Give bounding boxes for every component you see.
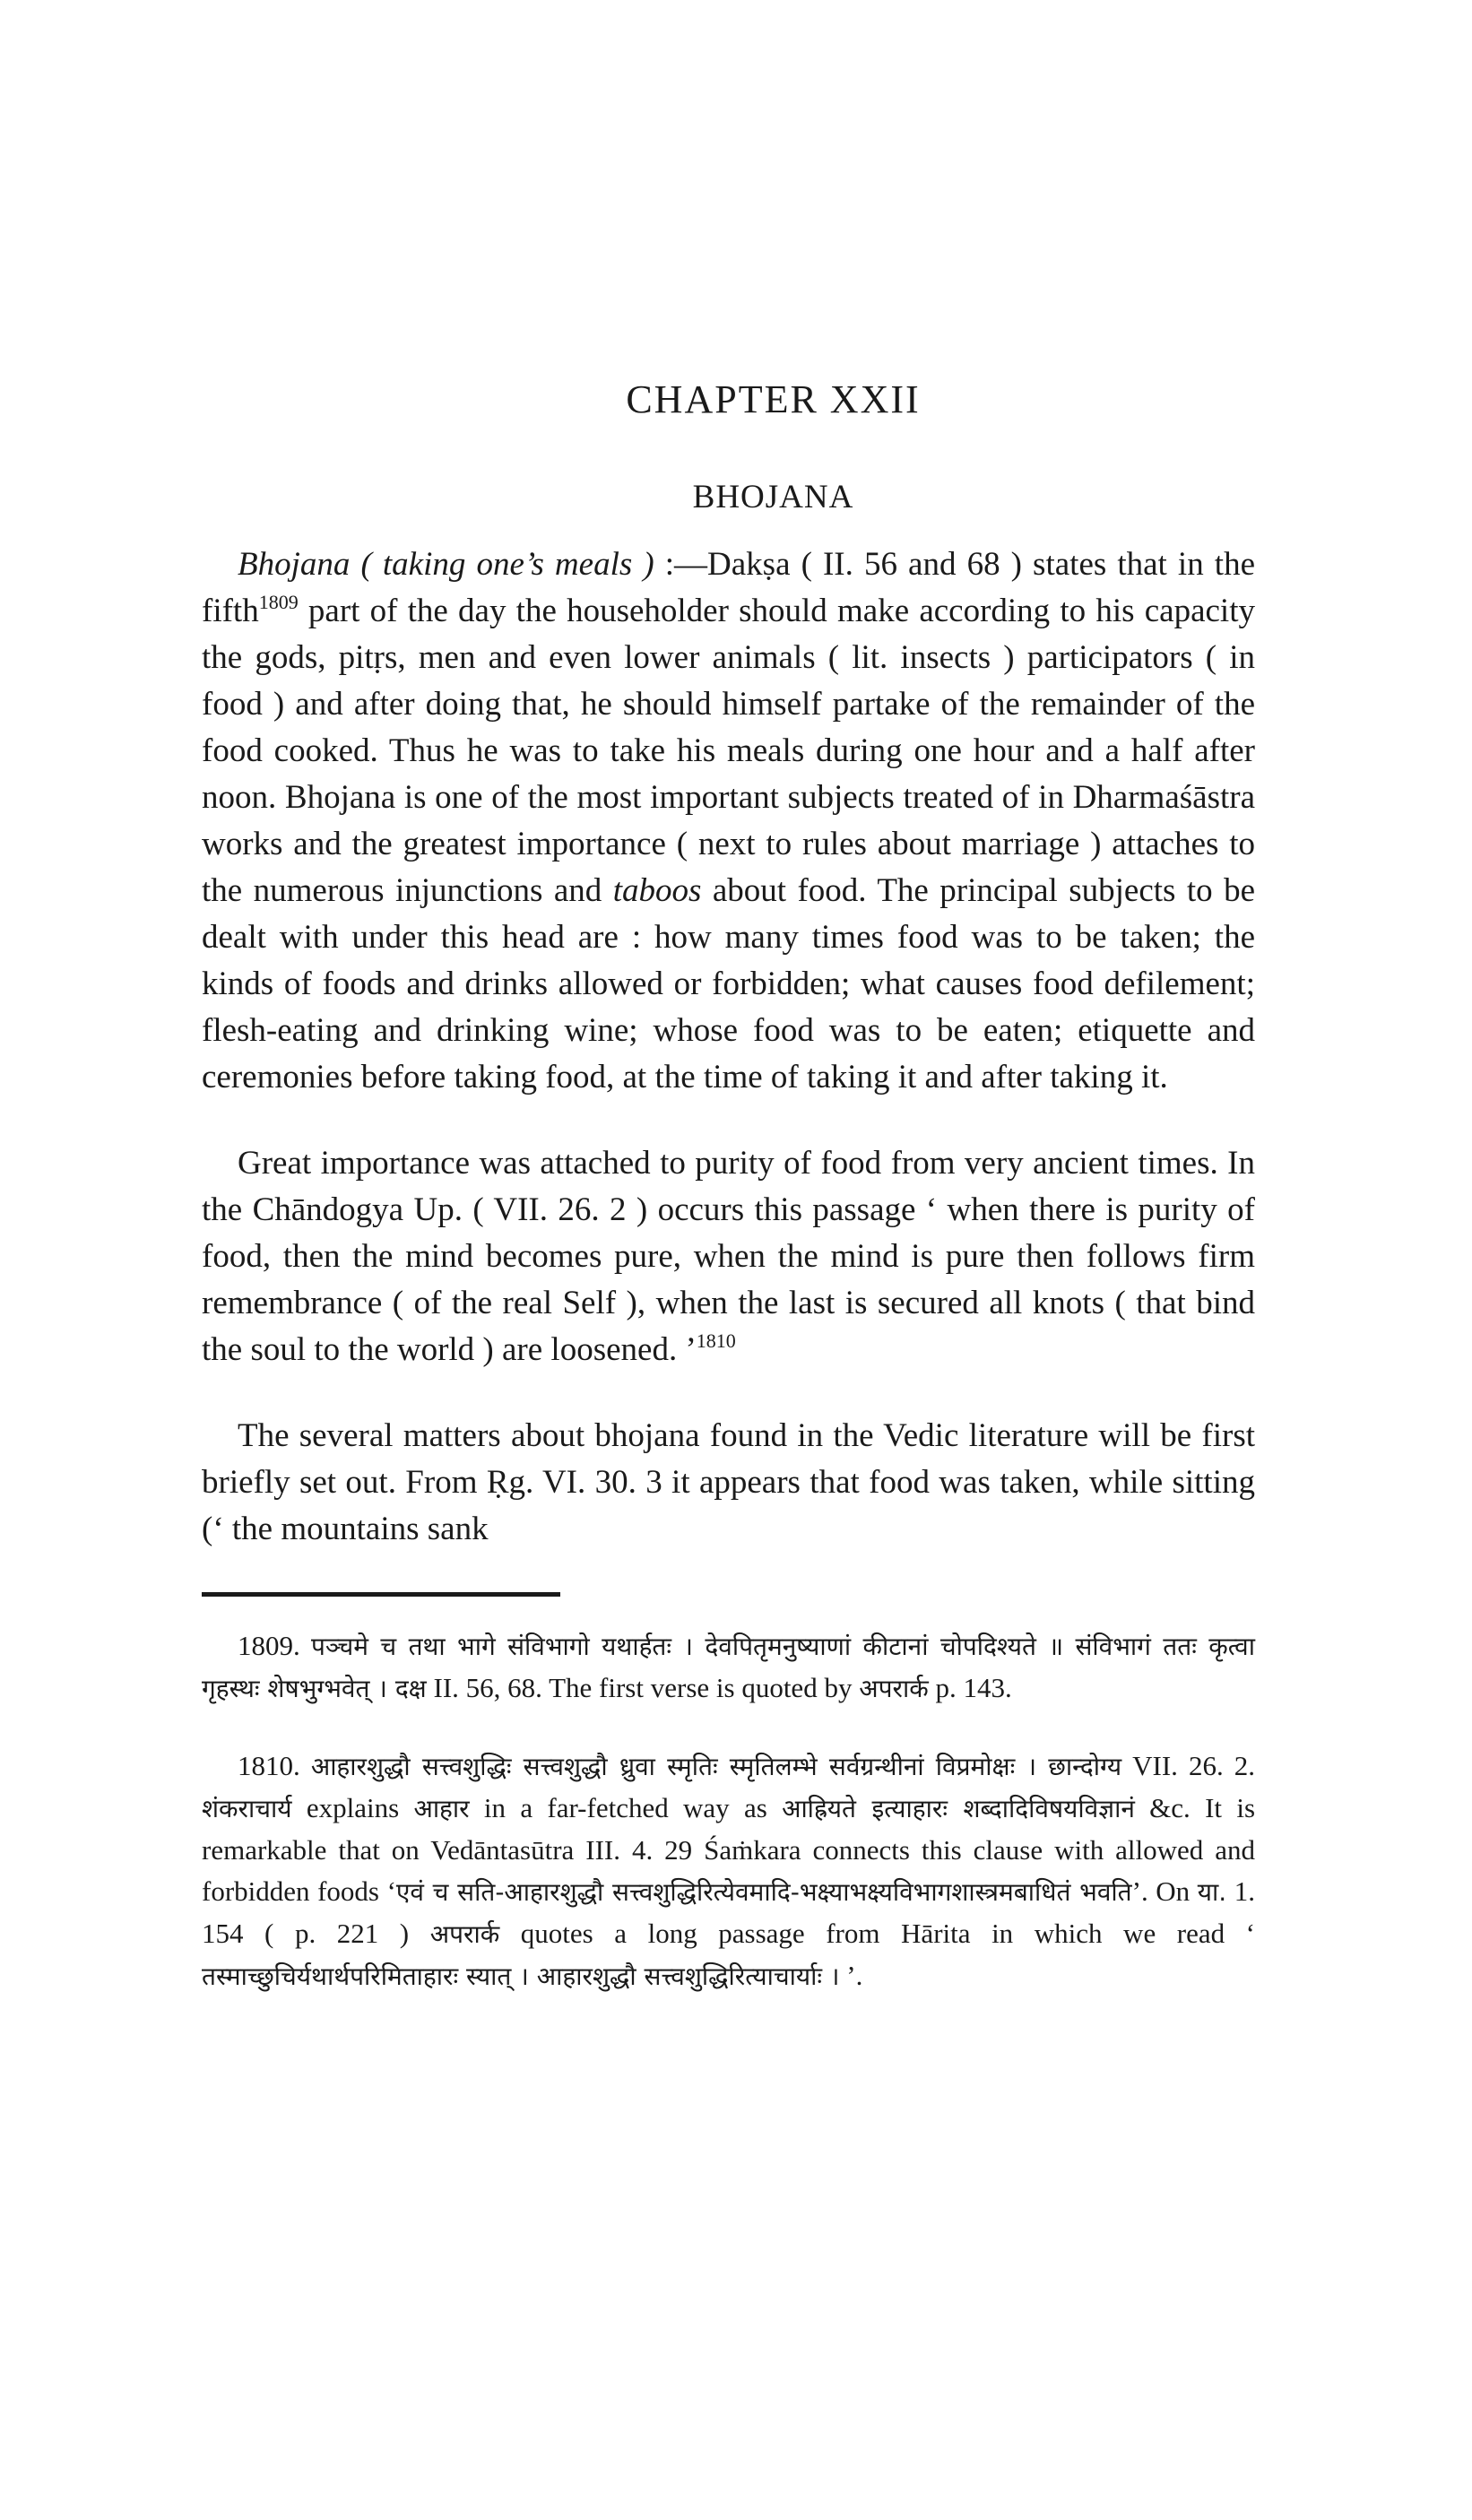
footnote-1810-text-5: ’. On [1131,1875,1198,1907]
footnote-1810-sanskrit-2: शंकराचार्य [202,1794,292,1823]
footnote-1810-sanskrit-6: या. [1197,1877,1227,1907]
footnote-1810-text-6: 1. 154 ( p. 221 ) [202,1875,1255,1949]
paragraph-3: The several matters about bhojana found in the Vedic literature will be first briefly set out. From Ṛg. VI. 30. 3 it appears that food was taken, while sitting (‘ the mountains sank [202,1417,1255,1547]
term-gloss: ( taking one’s meals ) [360,546,654,583]
paragraph-2-text: Great importance was attached to purity of food from very ancient times. In the Chāndogya Up. ( VII. 26. 2 ) occurs this passage ‘ when there is purity of food, then the mind becomes pure, when the mind is pure then follows firm remembrance ( of the real Self ), when the last is secured all knots ( that bind the soul to the world ) are loosened. ’ [202,1145,1255,1368]
section-title: BHOJANA [692,479,854,515]
footnote-1810-text-2: explains [291,1792,414,1823]
footnote-1810-sanskrit-7: अपरार्क [429,1919,500,1949]
footnote-1810 [202,1745,1255,1997]
footnote-1810-text-4: &c. It is remarkable that on Vedāntasūtra III. 4. 29 Śaṁkara connects this clause with allowed and forbidden foods ‘ [202,1792,1256,1907]
footnote-rule [202,1592,560,1597]
term-bhojana: Bhojana [238,546,351,583]
chapter-title: CHAPTER XXII [626,377,921,421]
footnote-1809 [202,1625,1255,1710]
footnote-1809-aparark: अपरार्क [859,1674,929,1703]
footnote-1809-ref: II. 56, 68. The first verse is quoted by [426,1672,860,1703]
footnote-1810-text-3: in a far-fetched way as [469,1792,783,1823]
term-taboos: taboos [612,872,702,909]
paragraph-1-part-b: part of the day the householder should make according to his capacity the gods, pitṛs, men and even lower animals ( lit. insects ) participators ( in food ) and after doing that, he should himself partake of the remainder of the food cooked. Thus he was to take his meals during one hour and a half after noon. Bhojana is one of the most important subjects treated of in Dharmaśāstra works and the greatest importance ( next to rules about marriage ) attaches to the numerous injunctions and [202,593,1255,909]
paragraph-1-part-a: :—Dakṣa ( II. 56 and 68 ) states that in the fifth [202,546,1255,629]
footnote-1809-end: p. 143. [928,1672,1012,1703]
footnote-1809-sanskrit: पञ्चमे च तथा भागे संविभागो यथार्हतः । देवपितृमनुष्याणां कीटानां चोपदिश्यते ॥ संविभागं ततः कृत्वा गृहस्थः शेषभुग्भवेत् । दक्ष [202,1632,1256,1703]
footnote-1810-sanskrit-1: आहारशुद्धौ सत्त्वशुद्धिः सत्त्वशुद्धौ ध्रुवा स्मृतिः स्मृतिलम्भे सर्वग्रन्थीनां विप्रमोक्षः । छान्दोग्य [310,1752,1122,1781]
footnote-1810-sanskrit-3: आहार [413,1794,470,1823]
footnote-ref-1810[interactable]: 1810 [696,1329,736,1352]
footnote-1810-number: 1810. [238,1750,300,1781]
paragraph-1 [202,541,1255,1101]
footnote-1810-sanskrit-5: एवं च सति-आहारशुद्धौ सत्त्वशुद्धिरित्येवमादि-भक्ष्याभक्ष्यविभागशास्त्रमबाधितं भवति [395,1877,1132,1907]
paragraph-2 [202,1140,1255,1373]
paragraph-1-part-c: about food. The principal subjects to be dealt with under this head are : how many times food was to be taken; the kinds of foods and drinks allowed or forbidden; what causes food defilement; flesh-eating and drinking wine; whose food was to be eaten; etiquette and ceremonies before taking food, at the time of taking it and after taking it. [202,872,1255,1095]
page [202,377,1255,2033]
footnote-1810-text-7: quotes a long passage from Hārita in which we read ‘ [499,1918,1255,1949]
footnote-1810-sanskrit-4: आह्रियते इत्याहारः शब्दादिविषयविज्ञानं [782,1794,1135,1823]
footnote-1809-number: 1809. [238,1630,300,1661]
footnote-1810-text-8: ’. [839,1960,863,1991]
footnote-1810-sanskrit-8: तस्माच्छुचिर्यथार्थपरिमिताहारः स्यात् । आहारशुद्धौ सत्त्वशुद्धिरित्याचार्याः । [202,1961,840,1991]
footnote-ref-1809[interactable]: 1809 [258,591,299,613]
footnote-1810-text-1: VII. 26. 2. [1121,1750,1255,1781]
